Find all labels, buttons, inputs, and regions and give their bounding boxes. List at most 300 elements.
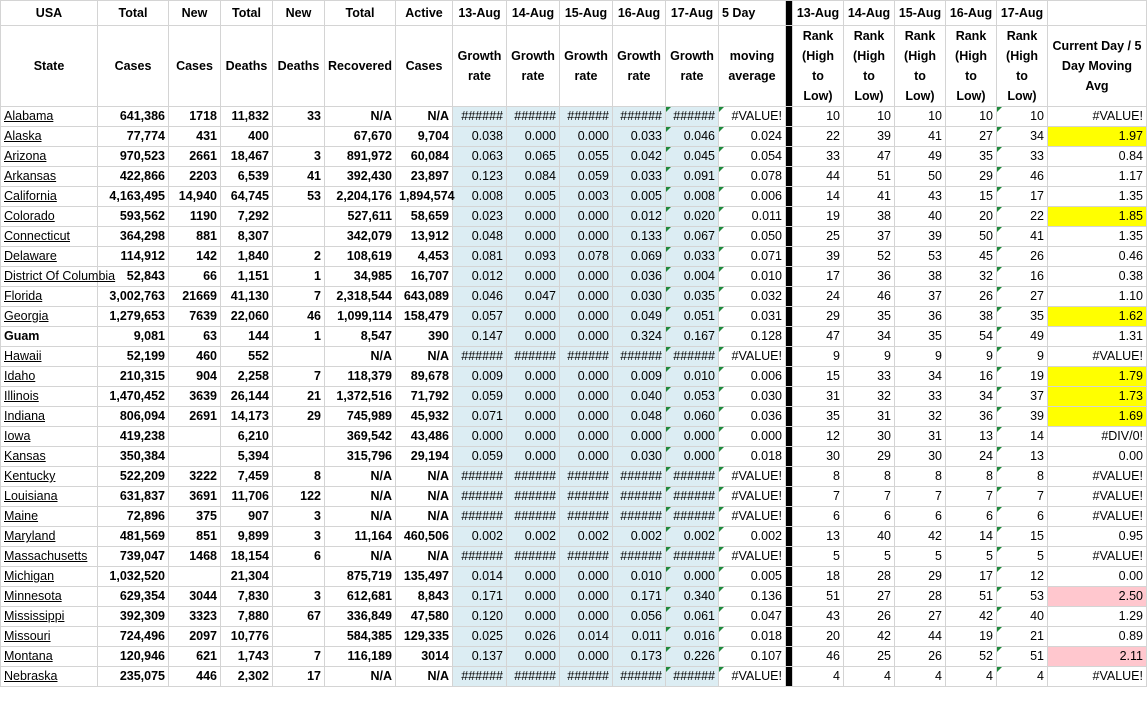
recovered-cell[interactable]: 612,681 [325, 587, 396, 607]
state-link[interactable]: Mississippi [4, 609, 65, 623]
state-link[interactable]: Arkansas [4, 169, 57, 183]
header-top-0[interactable]: Total [98, 1, 169, 26]
growth-rate-cell[interactable]: ###### [560, 507, 613, 527]
growth-rate-cell[interactable]: 0.091 [666, 167, 719, 187]
total-deaths-cell[interactable]: 552 [221, 347, 273, 367]
rank-cell[interactable]: 35 [997, 307, 1048, 327]
growth-rate-cell[interactable]: ###### [560, 467, 613, 487]
header-top-10[interactable]: 17-Aug [666, 1, 719, 26]
rank-cell[interactable]: 6 [997, 507, 1048, 527]
total-deaths-cell[interactable]: 907 [221, 507, 273, 527]
header-top-4[interactable]: Total [325, 1, 396, 26]
state-link[interactable]: Montana [4, 649, 53, 663]
current-day-ratio-cell[interactable]: 1.62 [1048, 307, 1147, 327]
total-deaths-cell[interactable]: 2,302 [221, 667, 273, 687]
rank-cell[interactable]: 28 [895, 587, 946, 607]
rank-cell[interactable]: 51 [997, 647, 1048, 667]
new-deaths-cell[interactable] [273, 227, 325, 247]
state-cell[interactable] [1, 647, 98, 667]
rank-cell[interactable]: 33 [793, 147, 844, 167]
moving-average-cell[interactable]: #VALUE! [719, 107, 786, 127]
total-deaths-cell[interactable]: 9,899 [221, 527, 273, 547]
growth-rate-cell[interactable]: ###### [613, 467, 666, 487]
state-cell[interactable] [1, 367, 98, 387]
new-deaths-cell[interactable]: 67 [273, 607, 325, 627]
rank-cell[interactable]: 25 [793, 227, 844, 247]
state-link[interactable]: Colorado [4, 209, 55, 223]
growth-rate-cell[interactable]: 0.000 [560, 407, 613, 427]
total-cases-cell[interactable]: 350,384 [98, 447, 169, 467]
rank-cell[interactable]: 49 [895, 147, 946, 167]
rank-cell[interactable]: 36 [895, 307, 946, 327]
active-cases-cell[interactable]: 135,497 [396, 567, 453, 587]
growth-rate-cell[interactable]: 0.059 [560, 167, 613, 187]
growth-rate-cell[interactable]: 0.000 [507, 647, 560, 667]
rank-cell[interactable]: 15 [946, 187, 997, 207]
current-day-ratio-cell[interactable]: 1.79 [1048, 367, 1147, 387]
growth-rate-cell[interactable]: 0.000 [560, 587, 613, 607]
rank-cell[interactable]: 30 [793, 447, 844, 467]
total-deaths-cell[interactable]: 7,880 [221, 607, 273, 627]
current-day-ratio-cell[interactable]: 0.00 [1048, 567, 1147, 587]
total-deaths-cell[interactable]: 1,151 [221, 267, 273, 287]
total-deaths-cell[interactable]: 8,307 [221, 227, 273, 247]
rank-cell[interactable]: 42 [946, 607, 997, 627]
moving-average-cell[interactable]: 0.136 [719, 587, 786, 607]
rank-cell[interactable]: 51 [844, 167, 895, 187]
column-separator[interactable] [786, 527, 793, 547]
rank-cell[interactable]: 31 [895, 427, 946, 447]
current-day-ratio-cell[interactable]: 0.00 [1048, 447, 1147, 467]
rank-cell[interactable]: 14 [946, 527, 997, 547]
rank-cell[interactable]: 34 [844, 327, 895, 347]
total-cases-cell[interactable]: 3,002,763 [98, 287, 169, 307]
rank-cell[interactable]: 15 [997, 527, 1048, 547]
rank-cell[interactable]: 31 [844, 407, 895, 427]
rank-cell[interactable]: 8 [844, 467, 895, 487]
column-separator[interactable] [786, 427, 793, 447]
total-deaths-cell[interactable]: 7,830 [221, 587, 273, 607]
state-link[interactable]: Hawaii [4, 349, 42, 363]
new-deaths-cell[interactable] [273, 427, 325, 447]
growth-rate-cell[interactable]: 0.000 [507, 367, 560, 387]
rank-cell[interactable]: 46 [793, 647, 844, 667]
moving-average-cell[interactable]: 0.050 [719, 227, 786, 247]
new-deaths-cell[interactable] [273, 627, 325, 647]
growth-rate-cell[interactable]: 0.000 [507, 327, 560, 347]
new-cases-cell[interactable]: 621 [169, 647, 221, 667]
growth-rate-cell[interactable]: 0.069 [613, 247, 666, 267]
growth-rate-cell[interactable]: 0.000 [507, 307, 560, 327]
state-cell[interactable] [1, 327, 98, 347]
column-separator[interactable] [786, 1, 793, 26]
rank-cell[interactable]: 6 [946, 507, 997, 527]
new-deaths-cell[interactable]: 2 [273, 247, 325, 267]
recovered-cell[interactable]: 392,430 [325, 167, 396, 187]
rank-cell[interactable]: 41 [844, 187, 895, 207]
growth-rate-cell[interactable]: ###### [613, 547, 666, 567]
header-col-12[interactable]: moving average [719, 26, 786, 107]
moving-average-cell[interactable]: 0.000 [719, 427, 786, 447]
growth-rate-cell[interactable]: 0.171 [613, 587, 666, 607]
growth-rate-cell[interactable]: ###### [666, 107, 719, 127]
total-cases-cell[interactable]: 970,523 [98, 147, 169, 167]
state-cell[interactable] [1, 587, 98, 607]
state-link[interactable]: Delaware [4, 249, 57, 263]
current-day-ratio-cell[interactable]: 1.35 [1048, 187, 1147, 207]
state-link[interactable]: Florida [4, 289, 43, 303]
state-cell[interactable] [1, 527, 98, 547]
total-deaths-cell[interactable]: 7,459 [221, 467, 273, 487]
moving-average-cell[interactable]: 0.071 [719, 247, 786, 267]
growth-rate-cell[interactable]: 0.000 [507, 127, 560, 147]
header-top-11[interactable]: 5 Day [719, 1, 786, 26]
active-cases-cell[interactable]: N/A [396, 667, 453, 687]
active-cases-cell[interactable]: 390 [396, 327, 453, 347]
rank-cell[interactable]: 14 [793, 187, 844, 207]
new-deaths-cell[interactable]: 21 [273, 387, 325, 407]
growth-rate-cell[interactable]: 0.005 [613, 187, 666, 207]
current-day-ratio-cell[interactable]: #DIV/0! [1048, 427, 1147, 447]
growth-rate-cell[interactable]: 0.081 [453, 247, 507, 267]
rank-cell[interactable]: 21 [997, 627, 1048, 647]
state-link[interactable]: District Of Columbia [4, 269, 116, 283]
active-cases-cell[interactable]: 9,704 [396, 127, 453, 147]
state-cell[interactable] [1, 127, 98, 147]
new-deaths-cell[interactable]: 1 [273, 267, 325, 287]
growth-rate-cell[interactable]: 0.048 [453, 227, 507, 247]
recovered-cell[interactable]: N/A [325, 487, 396, 507]
state-link[interactable]: Alabama [4, 109, 54, 123]
rank-cell[interactable]: 39 [997, 407, 1048, 427]
growth-rate-cell[interactable]: 0.014 [560, 627, 613, 647]
header-col-1[interactable]: Cases [98, 26, 169, 107]
rank-cell[interactable]: 38 [895, 267, 946, 287]
growth-rate-cell[interactable]: 0.340 [666, 587, 719, 607]
header-top-5[interactable]: Active [396, 1, 453, 26]
current-day-ratio-cell[interactable]: 1.97 [1048, 127, 1147, 147]
new-cases-cell[interactable]: 3691 [169, 487, 221, 507]
new-cases-cell[interactable]: 3222 [169, 467, 221, 487]
growth-rate-cell[interactable]: 0.060 [666, 407, 719, 427]
column-separator[interactable] [786, 387, 793, 407]
new-deaths-cell[interactable]: 8 [273, 467, 325, 487]
current-day-ratio-cell[interactable]: 0.89 [1048, 627, 1147, 647]
rank-cell[interactable]: 29 [844, 447, 895, 467]
state-link[interactable]: Indiana [4, 409, 46, 423]
state-link[interactable]: Arizona [4, 149, 47, 163]
moving-average-cell[interactable]: 0.018 [719, 447, 786, 467]
header-top-9[interactable]: 16-Aug [613, 1, 666, 26]
rank-cell[interactable]: 42 [895, 527, 946, 547]
growth-rate-cell[interactable]: 0.002 [666, 527, 719, 547]
rank-cell[interactable]: 4 [946, 667, 997, 687]
total-deaths-cell[interactable]: 1,743 [221, 647, 273, 667]
active-cases-cell[interactable]: N/A [396, 467, 453, 487]
column-separator[interactable] [786, 127, 793, 147]
rank-cell[interactable]: 35 [946, 147, 997, 167]
recovered-cell[interactable]: 369,542 [325, 427, 396, 447]
total-cases-cell[interactable]: 629,354 [98, 587, 169, 607]
rank-cell[interactable]: 39 [844, 127, 895, 147]
growth-rate-cell[interactable]: 0.000 [560, 307, 613, 327]
column-separator[interactable] [786, 627, 793, 647]
growth-rate-cell[interactable]: 0.000 [507, 447, 560, 467]
state-cell[interactable] [1, 107, 98, 127]
new-deaths-cell[interactable]: 3 [273, 527, 325, 547]
growth-rate-cell[interactable]: 0.004 [666, 267, 719, 287]
growth-rate-cell[interactable]: 0.000 [507, 207, 560, 227]
new-cases-cell[interactable] [169, 427, 221, 447]
rank-cell[interactable]: 13 [997, 447, 1048, 467]
rank-cell[interactable]: 17 [793, 267, 844, 287]
moving-average-cell[interactable]: 0.107 [719, 647, 786, 667]
growth-rate-cell[interactable]: 0.035 [666, 287, 719, 307]
rank-cell[interactable]: 10 [997, 107, 1048, 127]
current-day-ratio-cell[interactable]: 1.17 [1048, 167, 1147, 187]
recovered-cell[interactable]: N/A [325, 467, 396, 487]
moving-average-cell[interactable]: #VALUE! [719, 347, 786, 367]
total-deaths-cell[interactable]: 22,060 [221, 307, 273, 327]
rank-cell[interactable]: 26 [895, 647, 946, 667]
growth-rate-cell[interactable]: 0.063 [453, 147, 507, 167]
rank-cell[interactable]: 4 [895, 667, 946, 687]
recovered-cell[interactable]: 336,849 [325, 607, 396, 627]
recovered-cell[interactable]: 2,204,176 [325, 187, 396, 207]
new-deaths-cell[interactable]: 53 [273, 187, 325, 207]
total-cases-cell[interactable]: 235,075 [98, 667, 169, 687]
current-day-ratio-cell[interactable]: 0.84 [1048, 147, 1147, 167]
rank-cell[interactable]: 5 [895, 547, 946, 567]
total-cases-cell[interactable]: 392,309 [98, 607, 169, 627]
rank-header-1[interactable]: Rank (High to Low) [844, 26, 895, 107]
total-cases-cell[interactable]: 1,279,653 [98, 307, 169, 327]
header-top-7[interactable]: 14-Aug [507, 1, 560, 26]
rank-cell[interactable]: 52 [946, 647, 997, 667]
rank-cell[interactable]: 33 [997, 147, 1048, 167]
state-cell[interactable] [1, 507, 98, 527]
growth-rate-cell[interactable]: ###### [507, 487, 560, 507]
rank-cell[interactable]: 6 [844, 507, 895, 527]
rank-cell[interactable]: 38 [844, 207, 895, 227]
column-separator[interactable] [786, 367, 793, 387]
recovered-cell[interactable]: 11,164 [325, 527, 396, 547]
growth-rate-cell[interactable]: 0.045 [666, 147, 719, 167]
recovered-cell[interactable]: 118,379 [325, 367, 396, 387]
active-cases-cell[interactable]: 16,707 [396, 267, 453, 287]
growth-rate-cell[interactable]: ###### [666, 667, 719, 687]
rank-cell[interactable]: 37 [844, 227, 895, 247]
new-cases-cell[interactable]: 63 [169, 327, 221, 347]
rank-cell[interactable]: 50 [946, 227, 997, 247]
growth-rate-cell[interactable]: 0.167 [666, 327, 719, 347]
state-cell[interactable] [1, 547, 98, 567]
total-deaths-cell[interactable]: 18,154 [221, 547, 273, 567]
active-cases-cell[interactable]: 47,580 [396, 607, 453, 627]
state-link[interactable]: Kansas [4, 449, 46, 463]
total-cases-cell[interactable]: 52,843 [98, 267, 169, 287]
rank-cell[interactable]: 29 [895, 567, 946, 587]
new-cases-cell[interactable] [169, 447, 221, 467]
growth-rate-cell[interactable]: 0.055 [560, 147, 613, 167]
rank-cell[interactable]: 7 [793, 487, 844, 507]
current-day-ratio-cell[interactable]: 0.46 [1048, 247, 1147, 267]
total-deaths-cell[interactable]: 14,173 [221, 407, 273, 427]
growth-rate-cell[interactable]: 0.000 [560, 447, 613, 467]
rank-cell[interactable]: 7 [844, 487, 895, 507]
growth-rate-cell[interactable]: ###### [666, 347, 719, 367]
growth-rate-cell[interactable]: 0.056 [613, 607, 666, 627]
rank-cell[interactable]: 44 [793, 167, 844, 187]
rank-cell[interactable]: 16 [946, 367, 997, 387]
growth-rate-cell[interactable]: ###### [507, 507, 560, 527]
new-deaths-cell[interactable]: 3 [273, 147, 325, 167]
total-deaths-cell[interactable]: 41,130 [221, 287, 273, 307]
rank-cell[interactable]: 27 [997, 287, 1048, 307]
rank-header-4[interactable]: Rank (High to Low) [997, 26, 1048, 107]
rank-cell[interactable]: 29 [946, 167, 997, 187]
new-deaths-cell[interactable]: 7 [273, 367, 325, 387]
total-deaths-cell[interactable]: 5,394 [221, 447, 273, 467]
growth-rate-cell[interactable]: 0.065 [507, 147, 560, 167]
new-cases-cell[interactable]: 460 [169, 347, 221, 367]
growth-rate-cell[interactable]: 0.011 [613, 627, 666, 647]
growth-rate-cell[interactable]: ###### [453, 347, 507, 367]
growth-rate-cell[interactable]: 0.046 [666, 127, 719, 147]
column-separator[interactable] [786, 247, 793, 267]
rank-cell[interactable]: 10 [946, 107, 997, 127]
new-cases-cell[interactable]: 375 [169, 507, 221, 527]
rank-cell[interactable]: 43 [895, 187, 946, 207]
rank-cell[interactable]: 8 [793, 467, 844, 487]
growth-rate-cell[interactable]: 0.051 [666, 307, 719, 327]
rank-cell[interactable]: 17 [946, 567, 997, 587]
current-day-ratio-cell[interactable]: 0.95 [1048, 527, 1147, 547]
rank-date-header-1[interactable]: 14-Aug [844, 1, 895, 26]
rank-cell[interactable]: 9 [844, 347, 895, 367]
recovered-cell[interactable]: 1,099,114 [325, 307, 396, 327]
growth-rate-cell[interactable]: 0.000 [507, 607, 560, 627]
active-cases-cell[interactable]: N/A [396, 347, 453, 367]
state-link[interactable]: Georgia [4, 309, 49, 323]
moving-average-cell[interactable]: #VALUE! [719, 467, 786, 487]
active-cases-cell[interactable]: 1,894,574 [396, 187, 453, 207]
total-cases-cell[interactable]: 641,386 [98, 107, 169, 127]
state-cell[interactable] [1, 187, 98, 207]
recovered-cell[interactable]: 1,372,516 [325, 387, 396, 407]
moving-average-cell[interactable]: 0.011 [719, 207, 786, 227]
column-separator[interactable] [786, 547, 793, 567]
state-cell[interactable] [1, 427, 98, 447]
growth-rate-cell[interactable]: 0.000 [560, 567, 613, 587]
current-day-header[interactable]: Current Day / 5 Day Moving Avg [1048, 26, 1147, 107]
growth-rate-cell[interactable]: 0.000 [507, 567, 560, 587]
rank-header-3[interactable]: Rank (High to Low) [946, 26, 997, 107]
state-cell[interactable] [1, 487, 98, 507]
growth-rate-cell[interactable]: ###### [453, 107, 507, 127]
total-cases-cell[interactable]: 52,199 [98, 347, 169, 367]
state-link[interactable]: California [4, 189, 57, 203]
total-deaths-cell[interactable]: 11,706 [221, 487, 273, 507]
growth-rate-cell[interactable]: 0.025 [453, 627, 507, 647]
growth-rate-cell[interactable]: 0.000 [560, 287, 613, 307]
rank-cell[interactable]: 35 [844, 307, 895, 327]
rank-cell[interactable]: 10 [793, 107, 844, 127]
growth-rate-cell[interactable]: 0.000 [560, 127, 613, 147]
moving-average-cell[interactable]: 0.032 [719, 287, 786, 307]
state-cell[interactable] [1, 447, 98, 467]
moving-average-cell[interactable]: 0.005 [719, 567, 786, 587]
total-cases-cell[interactable]: 422,866 [98, 167, 169, 187]
state-cell[interactable] [1, 267, 116, 287]
total-cases-cell[interactable]: 739,047 [98, 547, 169, 567]
rank-cell[interactable]: 53 [895, 247, 946, 267]
new-deaths-cell[interactable]: 41 [273, 167, 325, 187]
rank-cell[interactable]: 28 [844, 567, 895, 587]
state-link[interactable]: Missouri [4, 629, 51, 643]
total-cases-cell[interactable]: 419,238 [98, 427, 169, 447]
rank-cell[interactable]: 19 [997, 367, 1048, 387]
state-link[interactable]: Kentucky [4, 469, 56, 483]
rank-cell[interactable]: 9 [793, 347, 844, 367]
state-cell[interactable] [1, 207, 98, 227]
column-separator[interactable] [786, 147, 793, 167]
new-cases-cell[interactable]: 904 [169, 367, 221, 387]
rank-cell[interactable]: 33 [844, 367, 895, 387]
growth-rate-cell[interactable]: 0.040 [613, 387, 666, 407]
rank-cell[interactable]: 24 [946, 447, 997, 467]
active-cases-cell[interactable]: 4,453 [396, 247, 453, 267]
rank-cell[interactable]: 36 [844, 267, 895, 287]
growth-rate-cell[interactable]: 0.071 [453, 407, 507, 427]
recovered-cell[interactable]: N/A [325, 107, 396, 127]
current-day-ratio-cell[interactable]: #VALUE! [1048, 507, 1147, 527]
total-deaths-cell[interactable]: 64,745 [221, 187, 273, 207]
growth-rate-cell[interactable]: 0.147 [453, 327, 507, 347]
growth-rate-cell[interactable]: 0.002 [613, 527, 666, 547]
current-day-ratio-cell[interactable]: 2.11 [1048, 647, 1147, 667]
growth-rate-cell[interactable]: 0.061 [666, 607, 719, 627]
new-cases-cell[interactable]: 3323 [169, 607, 221, 627]
moving-average-cell[interactable]: 0.031 [719, 307, 786, 327]
header-col-2[interactable]: Cases [169, 26, 221, 107]
current-day-ratio-cell[interactable]: #VALUE! [1048, 107, 1147, 127]
growth-rate-cell[interactable]: 0.000 [560, 427, 613, 447]
rank-cell[interactable]: 12 [793, 427, 844, 447]
growth-rate-cell[interactable]: ###### [453, 507, 507, 527]
rank-cell[interactable]: 26 [946, 287, 997, 307]
total-deaths-cell[interactable]: 6,539 [221, 167, 273, 187]
rank-cell[interactable]: 37 [997, 387, 1048, 407]
recovered-cell[interactable]: 342,079 [325, 227, 396, 247]
total-cases-cell[interactable]: 72,896 [98, 507, 169, 527]
growth-rate-cell[interactable]: 0.005 [507, 187, 560, 207]
header-col-10[interactable]: Growth rate [613, 26, 666, 107]
growth-rate-cell[interactable]: 0.036 [613, 267, 666, 287]
total-deaths-cell[interactable]: 26,144 [221, 387, 273, 407]
moving-average-cell[interactable]: 0.010 [719, 267, 786, 287]
rank-cell[interactable]: 17 [997, 187, 1048, 207]
state-link[interactable]: Alaska [4, 129, 42, 143]
total-cases-cell[interactable]: 481,569 [98, 527, 169, 547]
new-cases-cell[interactable]: 2661 [169, 147, 221, 167]
rank-cell[interactable]: 41 [895, 127, 946, 147]
growth-rate-cell[interactable]: 0.000 [666, 567, 719, 587]
header-top-1[interactable]: New [169, 1, 221, 26]
rank-cell[interactable]: 32 [844, 387, 895, 407]
header-col-9[interactable]: Growth rate [560, 26, 613, 107]
total-cases-cell[interactable]: 806,094 [98, 407, 169, 427]
